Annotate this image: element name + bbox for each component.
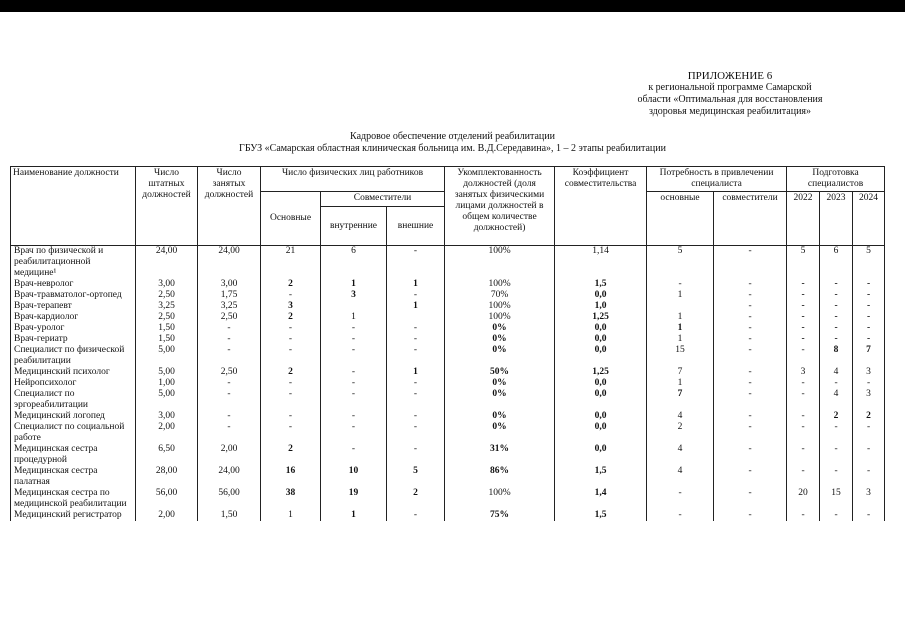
occupied-positions-cell: 2,50 — [198, 367, 261, 378]
coefficient-cell: 1,5 — [555, 279, 647, 290]
table-row — [11, 422, 885, 444]
training-2024-cell: - — [853, 323, 885, 334]
header-name: Наименование должности — [11, 167, 136, 246]
internal-part-timers-cell: - — [321, 389, 387, 411]
header-need: Потребность в привлечении специалиста — [647, 167, 787, 192]
need-part-cell: - — [714, 510, 787, 521]
external-part-timers-cell: - — [387, 510, 445, 521]
coefficient-cell: 0,0 — [555, 422, 647, 444]
staff-positions-cell: 3,25 — [136, 301, 198, 312]
external-part-timers-cell: - — [387, 345, 445, 367]
training-2022-cell: - — [787, 422, 820, 444]
table-row — [11, 367, 885, 378]
external-part-timers-cell: - — [387, 422, 445, 444]
position-name: Врач-кардиолог — [11, 312, 136, 323]
need-part-cell: - — [714, 290, 787, 301]
need-main-cell: 7 — [647, 367, 714, 378]
coefficient-cell: 0,0 — [555, 378, 647, 389]
staff-positions-cell: 1,50 — [136, 334, 198, 345]
external-part-timers-cell: - — [387, 411, 445, 422]
training-2024-cell: - — [853, 444, 885, 466]
header-training: Подготовка специалистов — [787, 167, 885, 192]
internal-part-timers-cell: 1 — [321, 279, 387, 290]
need-main-cell: 4 — [647, 466, 714, 488]
need-main-cell — [647, 301, 714, 312]
position-name: Медицинская сестра палатная — [11, 466, 136, 488]
external-part-timers-cell: - — [387, 334, 445, 345]
main-workers-cell: - — [261, 378, 321, 389]
staffing-percent-cell: 0% — [445, 334, 555, 345]
occupied-positions-cell: 24,00 — [198, 246, 261, 280]
internal-part-timers-cell — [321, 301, 387, 312]
coefficient-cell: 1,5 — [555, 466, 647, 488]
document-title — [0, 131, 905, 155]
main-workers-cell: - — [261, 345, 321, 367]
external-part-timers-cell: 1 — [387, 301, 445, 312]
header-need-part: совместители — [714, 192, 787, 246]
header-staff-positions: Число штатных должностей — [136, 167, 198, 246]
position-name: Медицинский логопед — [11, 411, 136, 422]
need-main-cell: 5 — [647, 246, 714, 280]
main-workers-cell: 21 — [261, 246, 321, 280]
internal-part-timers-cell: 1 — [321, 510, 387, 521]
staff-positions-cell: 28,00 — [136, 466, 198, 488]
training-2024-cell: - — [853, 290, 885, 301]
main-workers-cell: 1 — [261, 510, 321, 521]
table-row — [11, 279, 885, 290]
need-main-cell: 7 — [647, 389, 714, 411]
coefficient-cell: 0,0 — [555, 345, 647, 367]
training-2024-cell: - — [853, 334, 885, 345]
occupied-positions-cell: - — [198, 389, 261, 411]
title-line-1: Кадровое обеспечение отделений реабилитации — [350, 131, 555, 142]
training-2023-cell: - — [820, 279, 853, 290]
main-workers-cell: 2 — [261, 312, 321, 323]
need-main-cell: 1 — [647, 334, 714, 345]
staffing-percent-cell: 0% — [445, 378, 555, 389]
training-2023-cell: 15 — [820, 488, 853, 510]
internal-part-timers-cell: 19 — [321, 488, 387, 510]
table-row — [11, 290, 885, 301]
need-part-cell: - — [714, 389, 787, 411]
occupied-positions-cell: 3,00 — [198, 279, 261, 290]
position-name: Врач-травматолог-ортопед — [11, 290, 136, 301]
training-2023-cell: 4 — [820, 367, 853, 378]
main-workers-cell: 38 — [261, 488, 321, 510]
training-2024-cell: - — [853, 378, 885, 389]
need-main-cell: 4 — [647, 444, 714, 466]
staff-positions-cell: 5,00 — [136, 367, 198, 378]
external-part-timers-cell: 2 — [387, 488, 445, 510]
appendix-line-3: здоровья медицинская реабилитация» — [648, 106, 812, 117]
appendix-line-2: области «Оптимальная для восстановления — [637, 94, 823, 105]
internal-part-timers-cell: - — [321, 345, 387, 367]
staffing-percent-cell: 100% — [445, 301, 555, 312]
internal-part-timers-cell: 6 — [321, 246, 387, 280]
training-2023-cell: - — [820, 290, 853, 301]
header-main: Основные — [261, 192, 321, 246]
training-2022-cell: - — [787, 323, 820, 334]
position-name: Медицинский регистратор — [11, 510, 136, 521]
staff-positions-cell: 1,00 — [136, 378, 198, 389]
staff-positions-cell: 5,00 — [136, 345, 198, 367]
coefficient-cell: 0,0 — [555, 334, 647, 345]
table-row — [11, 389, 885, 411]
table-row — [11, 444, 885, 466]
training-2024-cell: - — [853, 312, 885, 323]
table-row — [11, 246, 885, 280]
table-row — [11, 466, 885, 488]
training-2022-cell: 5 — [787, 246, 820, 280]
header-occupied-positions: Число занятых должностей — [198, 167, 261, 246]
position-name: Врач-невролог — [11, 279, 136, 290]
appendix-line-1: к региональной программе Самарской — [648, 82, 812, 93]
external-part-timers-cell: 1 — [387, 367, 445, 378]
training-2022-cell: - — [787, 389, 820, 411]
main-workers-cell: - — [261, 323, 321, 334]
occupied-positions-cell: 2,50 — [198, 312, 261, 323]
training-2023-cell: 6 — [820, 246, 853, 280]
header-coefficient: Коэффициент совместительства — [555, 167, 647, 246]
training-2022-cell: - — [787, 411, 820, 422]
position-name: Врач-уролог — [11, 323, 136, 334]
need-main-cell: 1 — [647, 323, 714, 334]
training-2022-cell: - — [787, 466, 820, 488]
training-2023-cell: - — [820, 312, 853, 323]
coefficient-cell: 1,0 — [555, 301, 647, 312]
appendix-block — [600, 70, 860, 118]
training-2023-cell: - — [820, 301, 853, 312]
header-external: внешние — [387, 207, 445, 246]
scanner-top-border — [0, 0, 905, 12]
staff-positions-cell: 5,00 — [136, 389, 198, 411]
table-row — [11, 378, 885, 389]
position-name: Специалист по эргореабилитации — [11, 389, 136, 411]
internal-part-timers-cell: 10 — [321, 466, 387, 488]
staffing-percent-cell: 0% — [445, 389, 555, 411]
staffing-percent-cell: 31% — [445, 444, 555, 466]
need-part-cell: - — [714, 444, 787, 466]
title-line-2: ГБУЗ «Самарская областная клиническая больница им. В.Д.Середавина», 1 – 2 этапы реабилитации — [239, 143, 666, 154]
coefficient-cell: 0,0 — [555, 290, 647, 301]
occupied-positions-cell: - — [198, 422, 261, 444]
need-part-cell: - — [714, 323, 787, 334]
training-2024-cell: - — [853, 301, 885, 312]
occupied-positions-cell: 56,00 — [198, 488, 261, 510]
occupied-positions-cell: 3,25 — [198, 301, 261, 312]
staffing-percent-cell: 0% — [445, 323, 555, 334]
training-2024-cell: - — [853, 279, 885, 290]
occupied-positions-cell: 24,00 — [198, 466, 261, 488]
training-2023-cell: - — [820, 378, 853, 389]
need-part-cell: - — [714, 279, 787, 290]
table-row — [11, 411, 885, 422]
training-2022-cell: - — [787, 312, 820, 323]
header-part-timers: Совместители — [321, 192, 445, 207]
main-workers-cell: 2 — [261, 444, 321, 466]
training-2022-cell: - — [787, 510, 820, 521]
coefficient-cell: 1,25 — [555, 367, 647, 378]
training-2022-cell: 20 — [787, 488, 820, 510]
staff-positions-cell: 2,00 — [136, 422, 198, 444]
main-workers-cell: - — [261, 389, 321, 411]
need-part-cell: - — [714, 488, 787, 510]
coefficient-cell: 0,0 — [555, 444, 647, 466]
need-main-cell: - — [647, 279, 714, 290]
staff-positions-cell: 56,00 — [136, 488, 198, 510]
staff-positions-cell: 24,00 — [136, 246, 198, 280]
table-row — [11, 323, 885, 334]
staffing-percent-cell: 100% — [445, 246, 555, 280]
main-workers-cell: - — [261, 290, 321, 301]
internal-part-timers-cell: - — [321, 378, 387, 389]
need-part-cell: - — [714, 345, 787, 367]
need-main-cell: 1 — [647, 378, 714, 389]
occupied-positions-cell: - — [198, 323, 261, 334]
need-main-cell: 1 — [647, 290, 714, 301]
staffing-table — [10, 166, 885, 521]
header-need-main: основные — [647, 192, 714, 246]
training-2022-cell: - — [787, 378, 820, 389]
training-2023-cell: 8 — [820, 345, 853, 367]
external-part-timers-cell: - — [387, 444, 445, 466]
training-2023-cell: - — [820, 422, 853, 444]
staffing-percent-cell: 100% — [445, 279, 555, 290]
training-2024-cell: 2 — [853, 411, 885, 422]
training-2022-cell: - — [787, 444, 820, 466]
training-2022-cell: - — [787, 290, 820, 301]
internal-part-timers-cell: 1 — [321, 312, 387, 323]
occupied-positions-cell: - — [198, 334, 261, 345]
staff-positions-cell: 6,50 — [136, 444, 198, 466]
training-2024-cell: 3 — [853, 488, 885, 510]
training-2023-cell: - — [820, 444, 853, 466]
main-workers-cell: 2 — [261, 367, 321, 378]
need-main-cell: 4 — [647, 411, 714, 422]
internal-part-timers-cell: - — [321, 367, 387, 378]
staffing-percent-cell: 75% — [445, 510, 555, 521]
coefficient-cell: 0,0 — [555, 323, 647, 334]
position-name: Врач-гериатр — [11, 334, 136, 345]
position-name: Медицинская сестра по медицинской реабилитации — [11, 488, 136, 510]
table-row — [11, 345, 885, 367]
coefficient-cell: 0,0 — [555, 411, 647, 422]
table-row — [11, 334, 885, 345]
training-2024-cell: - — [853, 510, 885, 521]
main-workers-cell: - — [261, 411, 321, 422]
external-part-timers-cell: - — [387, 323, 445, 334]
appendix-heading: ПРИЛОЖЕНИЕ 6 — [687, 70, 773, 82]
training-2023-cell: - — [820, 334, 853, 345]
training-2024-cell: 5 — [853, 246, 885, 280]
occupied-positions-cell: - — [198, 378, 261, 389]
occupied-positions-cell: 2,00 — [198, 444, 261, 466]
header-year-2022: 2022 — [787, 192, 820, 246]
main-workers-cell: 16 — [261, 466, 321, 488]
coefficient-cell: 1,5 — [555, 510, 647, 521]
need-part-cell: - — [714, 422, 787, 444]
table-row — [11, 312, 885, 323]
external-part-timers-cell: 1 — [387, 279, 445, 290]
staff-positions-cell: 3,00 — [136, 279, 198, 290]
staffing-percent-cell: 50% — [445, 367, 555, 378]
occupied-positions-cell: - — [198, 411, 261, 422]
main-workers-cell: - — [261, 334, 321, 345]
occupied-positions-cell: 1,75 — [198, 290, 261, 301]
internal-part-timers-cell: - — [321, 411, 387, 422]
position-name: Медицинский психолог — [11, 367, 136, 378]
position-name: Врач по физической и реабилитационной медицине¹ — [11, 246, 136, 280]
staffing-percent-cell: 0% — [445, 345, 555, 367]
external-part-timers-cell: 5 — [387, 466, 445, 488]
training-2022-cell: - — [787, 301, 820, 312]
position-name: Медицинская сестра процедурной — [11, 444, 136, 466]
staffing-percent-cell: 86% — [445, 466, 555, 488]
need-main-cell: 15 — [647, 345, 714, 367]
training-2023-cell: 4 — [820, 389, 853, 411]
coefficient-cell: 1,4 — [555, 488, 647, 510]
training-2023-cell: - — [820, 510, 853, 521]
staff-positions-cell: 2,50 — [136, 312, 198, 323]
staff-positions-cell: 3,00 — [136, 411, 198, 422]
training-2022-cell: 3 — [787, 367, 820, 378]
need-part-cell: - — [714, 312, 787, 323]
training-2023-cell: 2 — [820, 411, 853, 422]
header-internal: внутренние — [321, 207, 387, 246]
internal-part-timers-cell: - — [321, 323, 387, 334]
need-part-cell: - — [714, 466, 787, 488]
need-part-cell: - — [714, 301, 787, 312]
occupied-positions-cell: 1,50 — [198, 510, 261, 521]
staffing-percent-cell: 0% — [445, 422, 555, 444]
need-main-cell: - — [647, 510, 714, 521]
need-main-cell: 2 — [647, 422, 714, 444]
header-year-2023: 2023 — [820, 192, 853, 246]
staff-positions-cell: 2,50 — [136, 290, 198, 301]
training-2024-cell: 7 — [853, 345, 885, 367]
need-main-cell: - — [647, 488, 714, 510]
need-part-cell: - — [714, 367, 787, 378]
main-workers-cell: 3 — [261, 301, 321, 312]
internal-part-timers-cell: - — [321, 444, 387, 466]
external-part-timers-cell — [387, 312, 445, 323]
training-2023-cell: - — [820, 323, 853, 334]
table-row — [11, 301, 885, 312]
training-2024-cell: 3 — [853, 389, 885, 411]
internal-part-timers-cell: - — [321, 334, 387, 345]
training-2022-cell: - — [787, 334, 820, 345]
external-part-timers-cell: - — [387, 246, 445, 280]
external-part-timers-cell: - — [387, 290, 445, 301]
staffing-percent-cell: 70% — [445, 290, 555, 301]
header-physical-persons: Число физических лиц работников — [261, 167, 445, 192]
need-part-cell: - — [714, 334, 787, 345]
training-2024-cell: 3 — [853, 367, 885, 378]
occupied-positions-cell: - — [198, 345, 261, 367]
staffing-percent-cell: 100% — [445, 488, 555, 510]
staffing-percent-cell: 0% — [445, 411, 555, 422]
staff-positions-cell: 2,00 — [136, 510, 198, 521]
internal-part-timers-cell: 3 — [321, 290, 387, 301]
staffing-percent-cell: 100% — [445, 312, 555, 323]
header-year-2024: 2024 — [853, 192, 885, 246]
main-workers-cell: 2 — [261, 279, 321, 290]
need-part-cell: - — [714, 246, 787, 280]
training-2022-cell: - — [787, 345, 820, 367]
position-name: Специалист по социальной работе — [11, 422, 136, 444]
external-part-timers-cell: - — [387, 378, 445, 389]
coefficient-cell: 0,0 — [555, 389, 647, 411]
need-part-cell: - — [714, 378, 787, 389]
table-row — [11, 488, 885, 510]
position-name: Специалист по физической реабилитации — [11, 345, 136, 367]
training-2023-cell: - — [820, 466, 853, 488]
need-part-cell: - — [714, 411, 787, 422]
table-row — [11, 510, 885, 521]
training-2024-cell: - — [853, 466, 885, 488]
training-2022-cell: - — [787, 279, 820, 290]
position-name: Нейропсихолог — [11, 378, 136, 389]
external-part-timers-cell: - — [387, 389, 445, 411]
internal-part-timers-cell: - — [321, 422, 387, 444]
coefficient-cell: 1,25 — [555, 312, 647, 323]
coefficient-cell: 1,14 — [555, 246, 647, 280]
staff-positions-cell: 1,50 — [136, 323, 198, 334]
main-workers-cell: - — [261, 422, 321, 444]
position-name: Врач-терапевт — [11, 301, 136, 312]
need-main-cell: 1 — [647, 312, 714, 323]
training-2024-cell: - — [853, 422, 885, 444]
header-staffing: Укомплектованность должностей (доля занятых физическими лицами должностей в общем количестве должностей) — [445, 167, 555, 246]
